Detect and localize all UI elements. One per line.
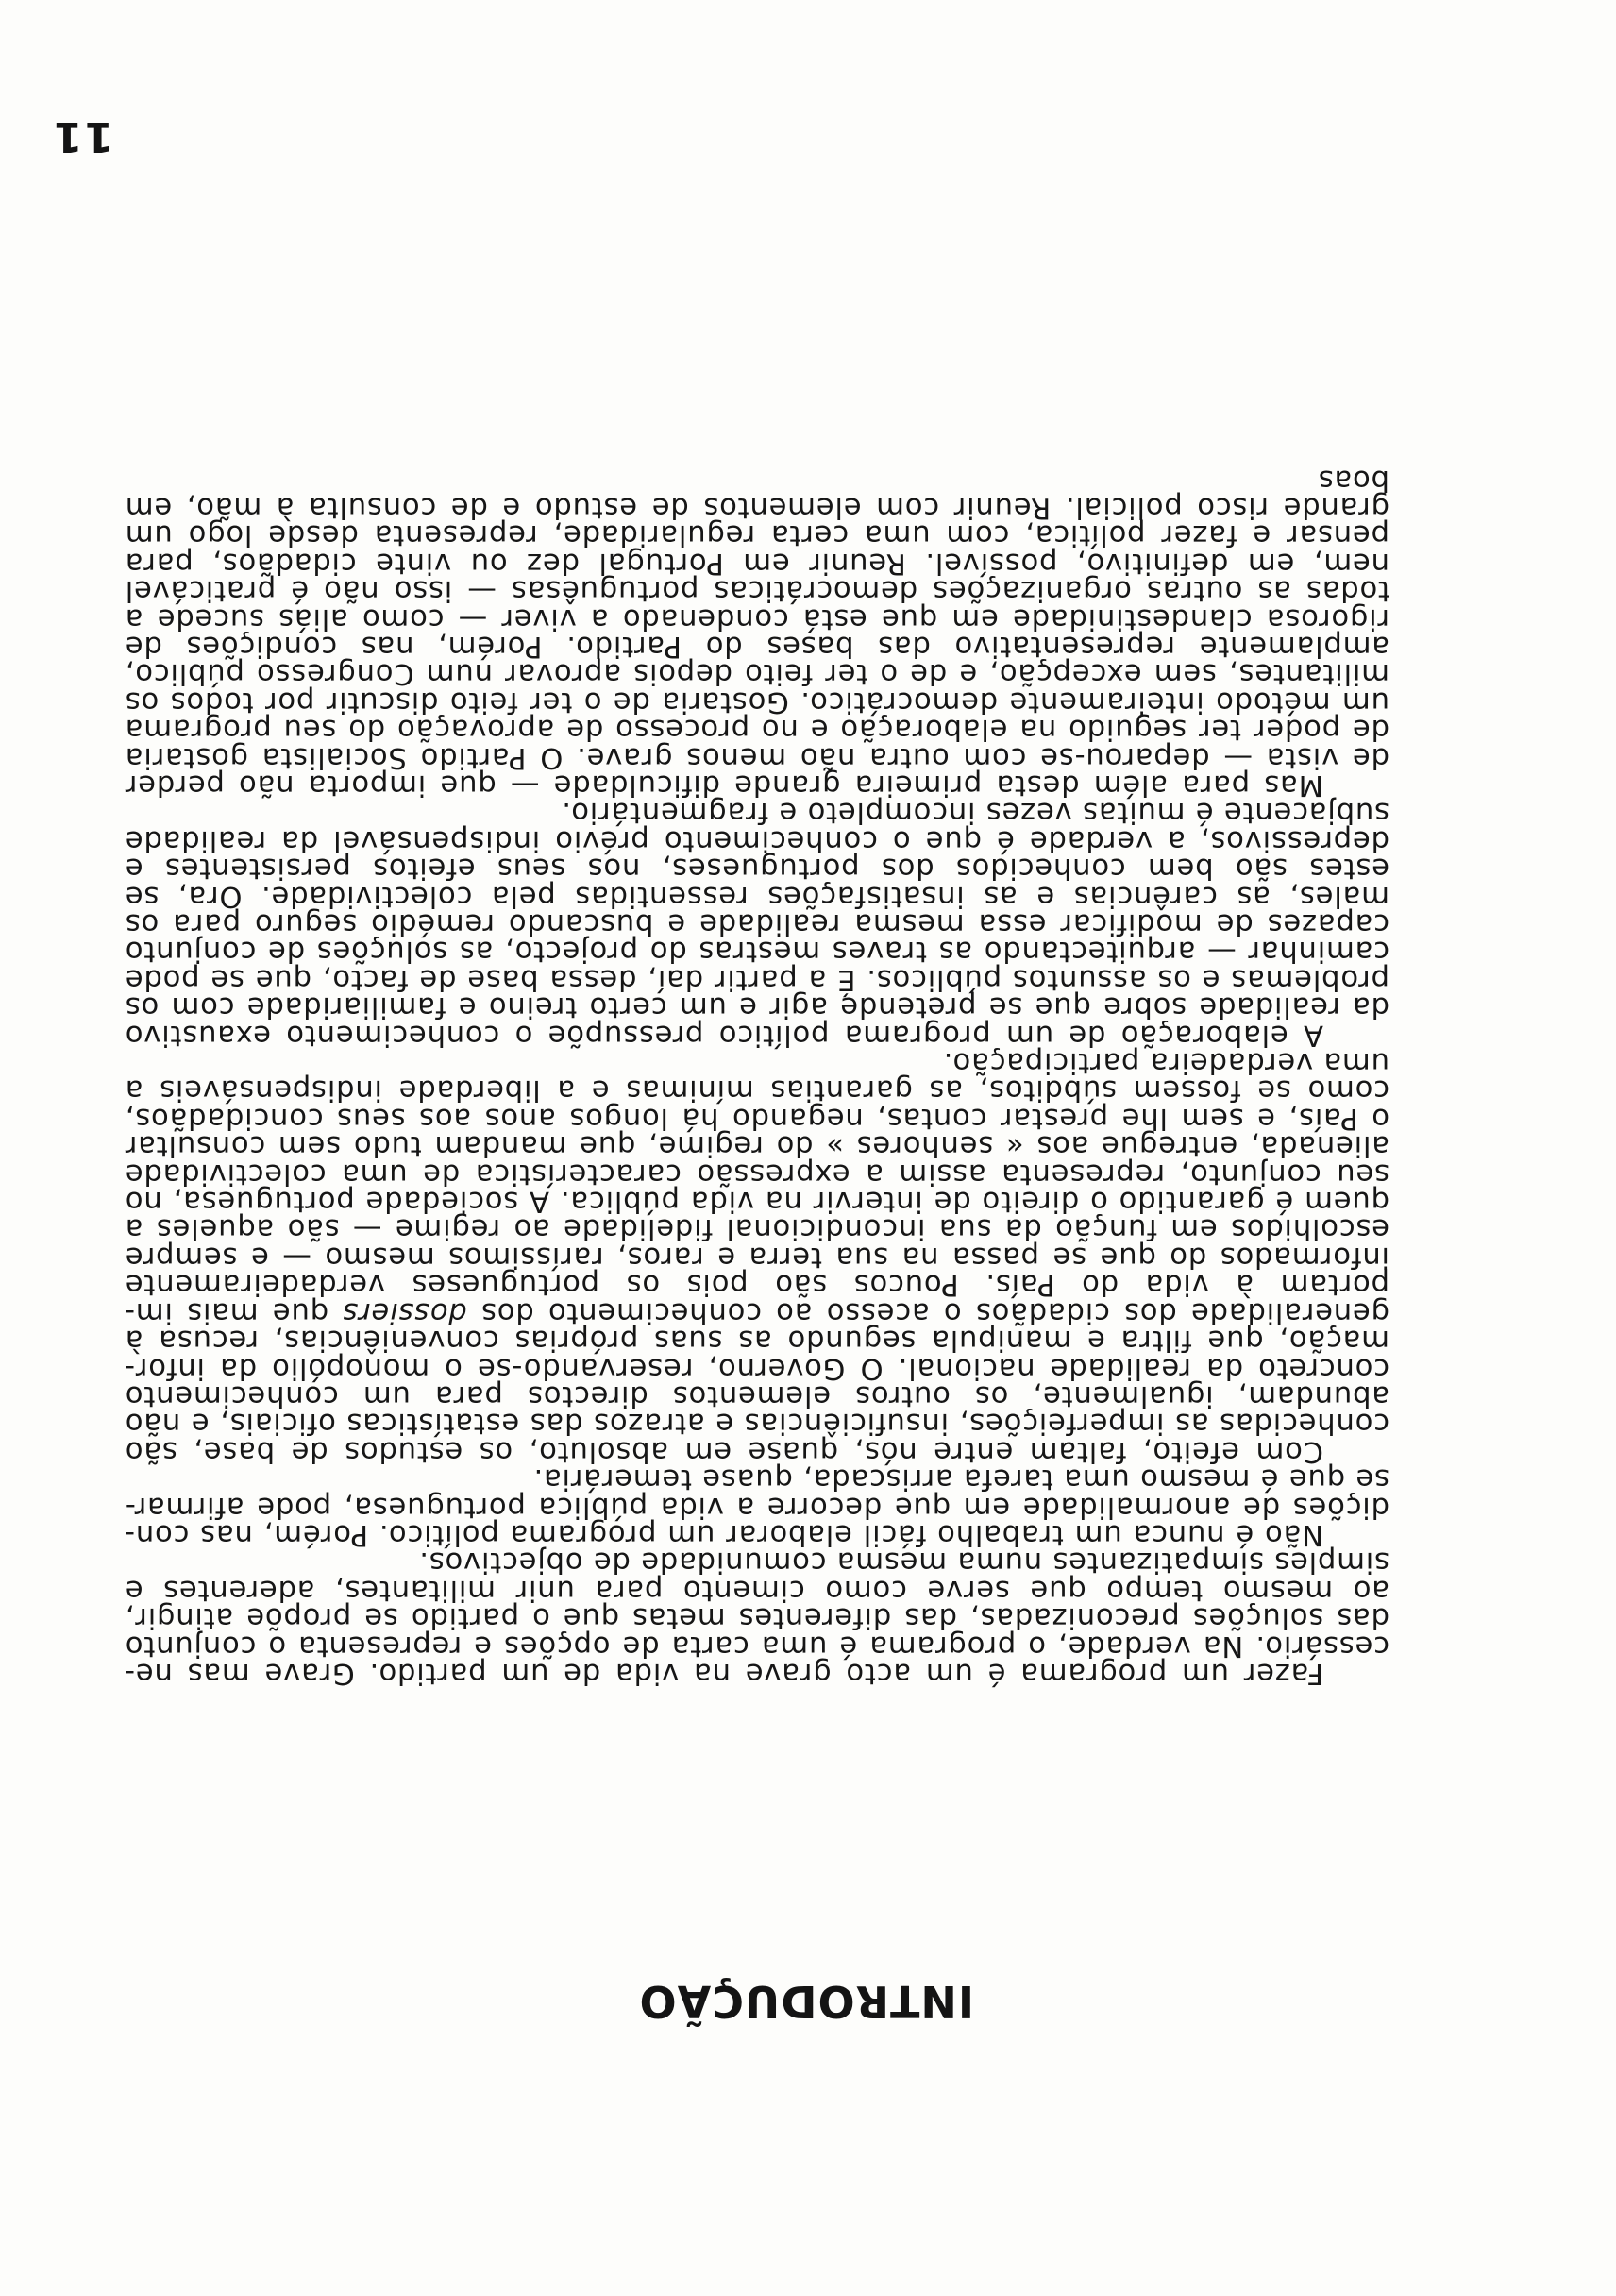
paragraph-text: que mais importam à vida do País. Poucos são pois os portugueses verdadeiramente informados do que se passa na sua terra e raros, raríssimos mesmo — e sempre escolhidos em função da sua incondicional fidelidade ao regime — são aqueles a quem é garantido o direito de intervir na vida pública. A sociedade portuguesa, no seu conjunto, representa assim a expressão característica de uma colectividade alienada, entregue aos « senhores » do regime, que mandam tudo sem consultar o País, e sem lhe prestar contas, negando há longos anos aos seus concidadãos, como se fossem súbditos, as garantias mínimas e a liberdade indispensáveis a uma verdadeira participação.	[125, 1046, 1389, 1329]
paragraph-dificuldade	[125, 1462, 1389, 1551]
paragraph-text: Não é nunca um trabalho fácil elaborar um programa político. Porém, nas condições de anormalidade em que decorre a vida pública portuguesa, pode afirmar-se que é mesmo uma tarefa arriscada, quase temerária.	[125, 1462, 1389, 1551]
body-text	[125, 463, 1389, 1690]
paragraph-metodo	[125, 463, 1389, 802]
page-number: 11	[51, 112, 113, 160]
paragraph-text: Com efeito, faltam entre nós, quase em absoluto, os estudos de base, são conhecidas as imperfeições, insuficiências e atrazos das estatísticas oficiais, e não abundam, igualmente, os outros elementos directos para um conhecimento concreto da realidade nacional. O Governo, reservando-se o monopólio da informação, que filtra e manipula segundo as suas próprias conveniências, recusa à generalidade dos cidadãos o acesso ao conhecimento dos	[125, 1295, 1389, 1468]
paragraph-text: Mas para além desta primeira grande dificuldade — que importa não perder de vista — deparou-se com outra não menos grave. O Partido Socialista gostaria de poder ter seguido na elaboração e no processo de aprovação do seu programa um método inteiramente democrático. Gostaria de o ter feito discutir por todos os militantes, sem excepção, e de o ter feito depois aprovar num Congresso público, amplamente representativo das bases do Partido. Porém, nas condições de rigorosa clandestinidade em que está condenado a viver — como aliás sucede a todas as outras organizações democráticas portuguêsas — isso não é praticável nem, em definitivo, possível. Reunir em Portugal dez ou vinte cidadãos, para pensar e fazer política, com uma certa regularidade, representa desde logo um grande risco policial. Reunir com elementos de estudo e de consulta à mão, em boas	[125, 463, 1389, 802]
italic-term: dossiers	[342, 1295, 467, 1329]
paragraph-text: Fazer um programa é um acto grave na vida de um partido. Grave mas necessário. Na verdade, o programa é uma carta de opções e representa o conjunto das soluções preconizadas, das diferentes metas que o partido se propõe atingir, ao mesmo tempo que serve como cimento para unir militantes, aderentes e simples simpatizantes numa mesma comunidade de objectivos.	[125, 1545, 1389, 1690]
paragraph-text: A elaboração de um programa político pressupõe o conhecimento exaustivo da realidade sobre que se pretende agir e um certo treino e familiaridade com os problemas e os assuntos públicos. É a partir daí, dessa base de facto, que se pode caminhar — arquitectando as traves mestras do projecto, as soluções de conjunto capazes de modificar essa mesma realidade e buscando remédio seguro para os males, as carências e as insatisfações ressentidas pela colectividade. Ora, se estes são bem conhecidos dos portugueses, nos seus efeitos persistentes e depressivos, a verdade é que o conhecimento prévio indispensável da realidade subjacente é muitas vezes incompleto e fragmentário.	[125, 796, 1389, 1052]
paragraph-programa	[125, 1545, 1389, 1690]
paragraph-elaboracao	[125, 796, 1389, 1052]
chapter-title: INTRODUÇÃO	[638, 1976, 974, 2027]
paragraph-informacao	[125, 1046, 1389, 1468]
